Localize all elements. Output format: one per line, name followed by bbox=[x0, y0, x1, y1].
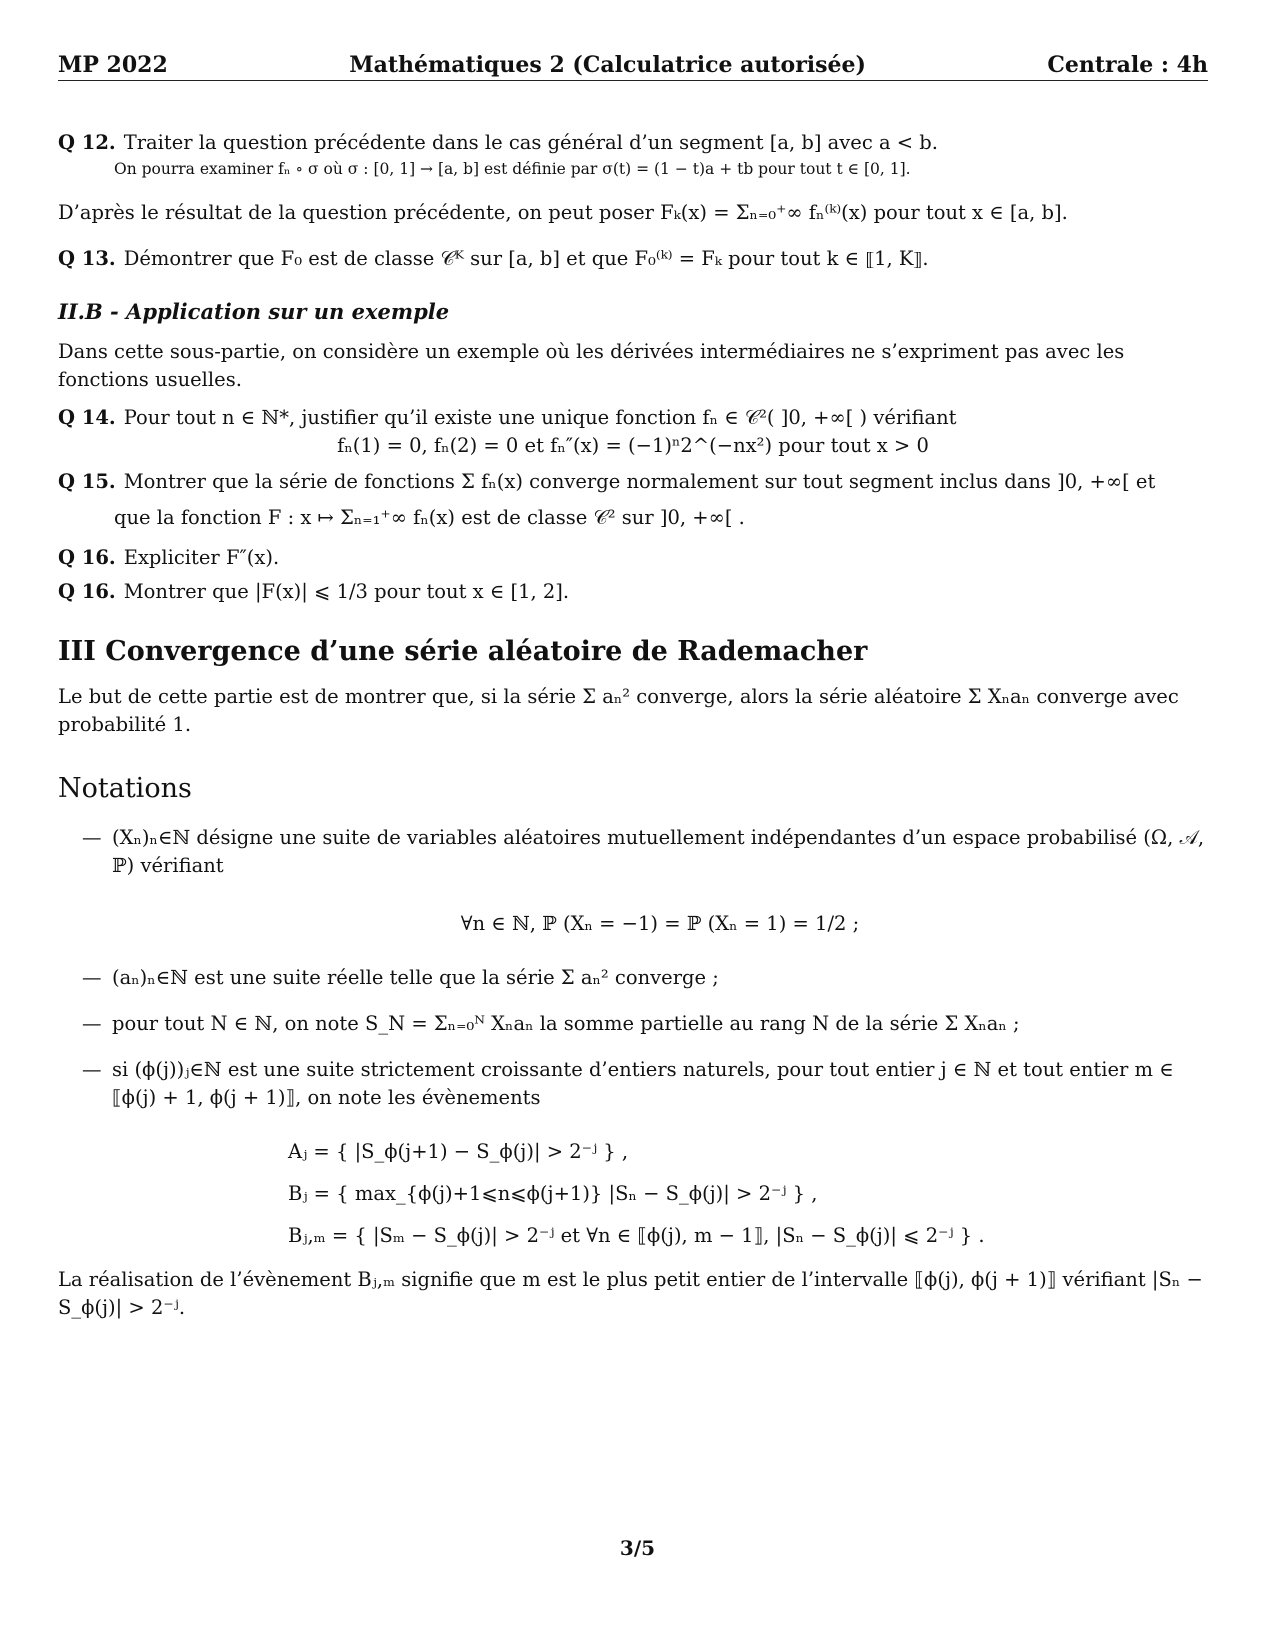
question-15 bbox=[58, 468, 1208, 496]
list-item bbox=[82, 1010, 1208, 1038]
event-bjm: Bⱼ,ₘ = { |Sₘ − S_ϕ(j)| > 2⁻ʲ et ∀n ∈ ⟦ϕ(j), m − 1⟧, |Sₙ − S_ϕ(j)| ⩽ 2⁻ʲ } . bbox=[288, 1224, 985, 1247]
header-duration: Centrale : 4h bbox=[1047, 52, 1208, 78]
question-13 bbox=[58, 245, 1208, 273]
question-label: Q 16. bbox=[58, 580, 116, 603]
question-text: Montrer que |F(x)| ⩽ 1/3 pour tout x ∈ [1, 2]. bbox=[123, 580, 570, 603]
question-text: Pour tout n ∈ ℕ*, justifier qu’il existe une unique fonction fₙ ∈ 𝒞²( ]0, +∞[ ) vérifiant bbox=[123, 406, 957, 429]
question-label: Q 13. bbox=[58, 247, 116, 270]
question-label: Q 14. bbox=[58, 406, 116, 429]
section-title: II.B - Application sur un exemple bbox=[58, 299, 450, 324]
notations-list bbox=[58, 824, 1208, 1112]
notation-probability-formula: ∀n ∈ ℕ, ℙ (Xₙ = −1) = ℙ (Xₙ = 1) = 1/2 ; bbox=[460, 912, 860, 935]
question-text: Expliciter F″(x). bbox=[123, 546, 280, 569]
list-item bbox=[82, 1056, 1208, 1112]
part-intro: Le but de cette partie est de montrer que, si la série Σ aₙ² converge, alors la série aléatoire Σ Xₙaₙ converge avec probabilité 1. bbox=[58, 685, 1179, 736]
notation-sequence-x: (Xₙ)ₙ∈ℕ désigne une suite de variables aléatoires mutuellement indépendantes d’un espace probabilisé (Ω, 𝒜, ℙ) vérifiant bbox=[112, 826, 1205, 877]
question-text: Démontrer que F₀ est de classe 𝒞ᴷ sur [a, b] et que F₀⁽ᵏ⁾ = Fₖ pour tout k ∈ ⟦1, K⟧. bbox=[123, 247, 929, 270]
header-subject: Mathématiques 2 (Calculatrice autorisée) bbox=[349, 52, 866, 78]
section-intro: Dans cette sous-partie, on considère un exemple où les dérivées intermédiaires ne s’expriment pas avec les fonctions usuelles. bbox=[58, 340, 1125, 391]
page-content bbox=[58, 52, 1208, 1322]
notation-sequence-a: (aₙ)ₙ∈ℕ est une suite réelle telle que la série Σ aₙ² converge ; bbox=[112, 966, 719, 989]
list-item bbox=[82, 824, 1208, 938]
notation-events-intro: si (ϕ(j))ⱼ∈ℕ est une suite strictement croissante d’entiers naturels, pour tout entier j ∈ ℕ et tout entier m ∈ ⟦ϕ(j) + 1, ϕ(j + 1)⟧, on note les évènements bbox=[112, 1058, 1174, 1109]
part-title: III Convergence d’une série aléatoire de Rademacher bbox=[58, 636, 868, 667]
question-text: Traiter la question précédente dans le cas général d’un segment [a, b] avec a < b. bbox=[123, 131, 938, 154]
question-15-continued: que la fonction F : x ↦ Σₙ₌₁⁺∞ fₙ(x) est de classe 𝒞² sur ]0, +∞[ . bbox=[114, 506, 745, 529]
header-exam: MP 2022 bbox=[58, 52, 168, 78]
question-text: Montrer que la série de fonctions Σ fₙ(x) converge normalement sur tout segment inclus dans ]0, +∞[ et bbox=[123, 470, 1156, 493]
page-number: 3/5 bbox=[619, 1536, 656, 1560]
question-16-second bbox=[58, 578, 1208, 606]
notations-title: Notations bbox=[58, 773, 192, 804]
question-label: Q 16. bbox=[58, 546, 116, 569]
list-item bbox=[82, 964, 1208, 992]
question-12 bbox=[58, 129, 1208, 157]
event-definitions bbox=[288, 1138, 1208, 1250]
notation-partial-sum: pour tout N ∈ ℕ, on note S_N = Σₙ₌₀ᴺ Xₙaₙ la somme partielle au rang N de la série Σ Xₙaₙ ; bbox=[112, 1012, 1020, 1035]
question-label: Q 15. bbox=[58, 470, 116, 493]
question-12-hint: On pourra examiner fₙ ∘ σ où σ : [0, 1] → [a, b] est définie par σ(t) = (1 − t)a + tb pour tout t ∈ [0, 1]. bbox=[114, 160, 911, 178]
question-14-formula: fₙ(1) = 0, fₙ(2) = 0 et fₙ″(x) = (−1)ⁿ2^(−nx²) pour tout x > 0 bbox=[337, 434, 929, 457]
page-header bbox=[58, 52, 1208, 81]
question-16-first bbox=[58, 544, 1208, 572]
event-b: Bⱼ = { max_{ϕ(j)+1⩽n⩽ϕ(j+1)} |Sₙ − S_ϕ(j)| > 2⁻ʲ } , bbox=[288, 1182, 818, 1205]
question-14 bbox=[58, 404, 1208, 432]
event-a: Aⱼ = { |S_ϕ(j+1) − S_ϕ(j)| > 2⁻ʲ } , bbox=[288, 1140, 629, 1163]
closing-paragraph: La réalisation de l’évènement Bⱼ,ₘ signifie que m est le plus petit entier de l’intervalle ⟦ϕ(j), ϕ(j + 1)⟧ vérifiant |Sₙ − S_ϕ(j)| > 2⁻ʲ. bbox=[58, 1268, 1203, 1319]
definition-fk: D’après le résultat de la question précédente, on peut poser Fₖ(x) = Σₙ₌₀⁺∞ fₙ⁽ᵏ⁾(x) pour tout x ∈ [a, b]. bbox=[58, 201, 1068, 224]
question-label: Q 12. bbox=[58, 131, 116, 154]
